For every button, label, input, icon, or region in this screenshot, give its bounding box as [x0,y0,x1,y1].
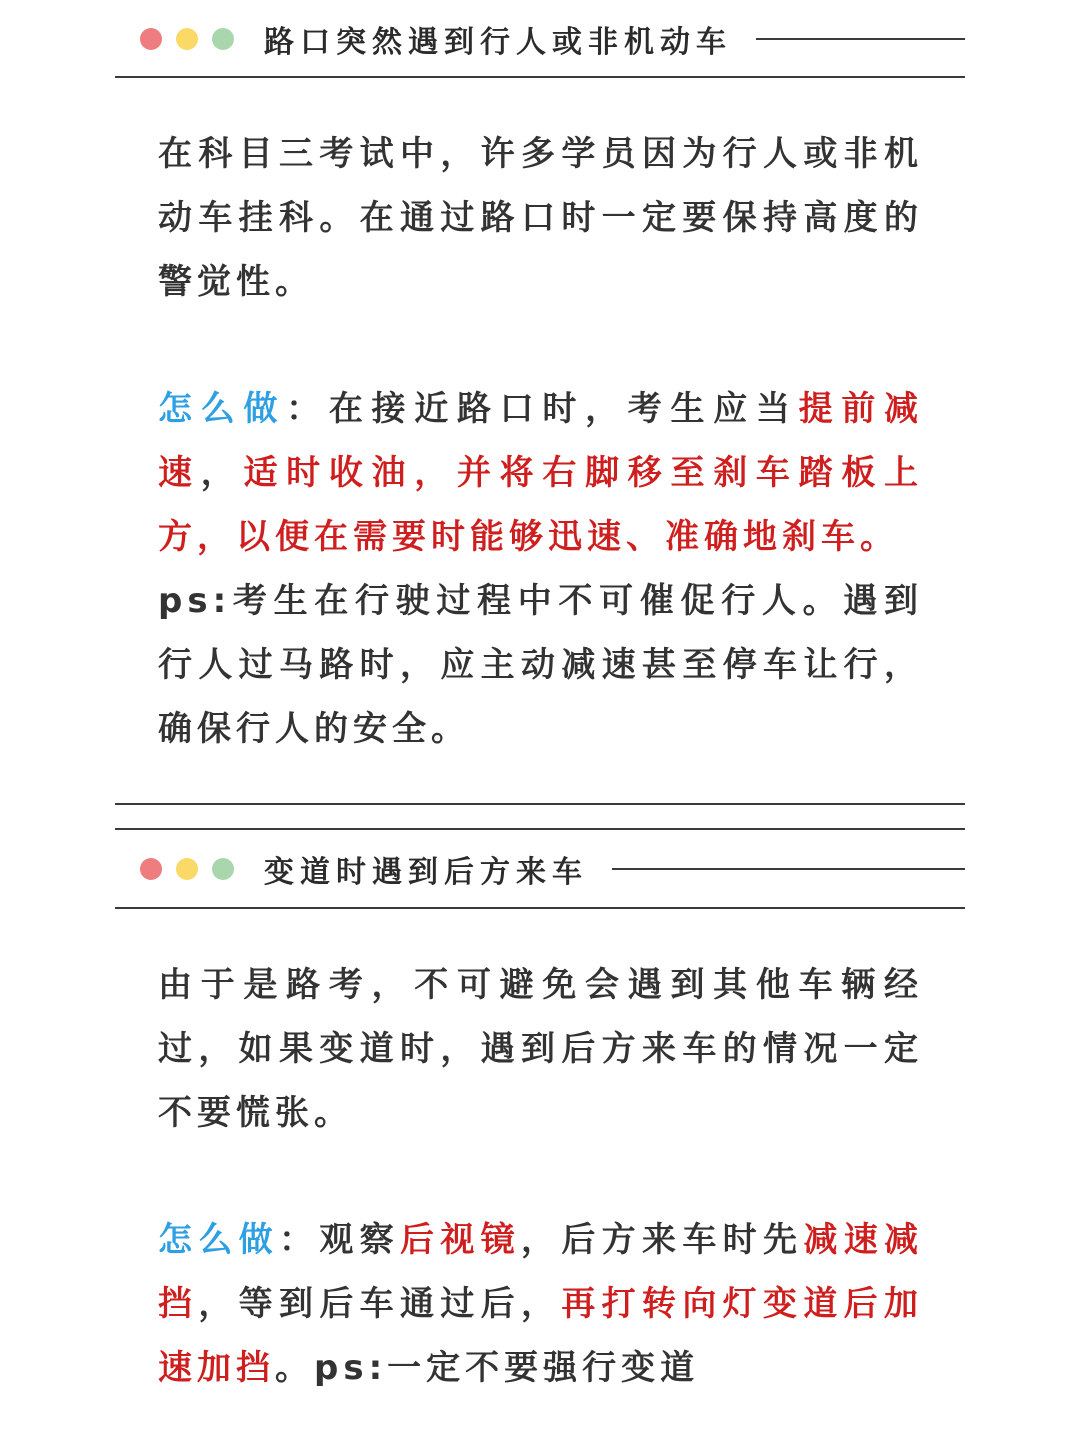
how-colon: ： [279,1220,320,1260]
section-2-intro [158,953,923,1145]
section-2-top-rule [115,828,965,830]
header-divider [612,868,965,870]
section-1-header [140,19,965,59]
intro-text: 在科目三考试中，许多学员因为行人或非机动车挂科。在通过路口时一定要保持高度的警觉性。 [158,134,923,302]
red-dot-icon [140,858,162,880]
section-2-title: 变道时遇到后方来车 [264,855,588,890]
highlight-text: 提前减速 [158,389,924,493]
how-text: ，等到后车通过后， [198,1284,562,1324]
decorative-dots [140,28,234,50]
section-2-header-rule [115,907,965,909]
highlight-text: 再打转向灯变道后加速加挡 [158,1284,924,1388]
highlight-text: 并将右脚移至刹车踏板上方，以便在需要时能够迅速、准确地刹车。 [158,453,924,557]
how-label: 怎么做 [158,1220,279,1260]
yellow-dot-icon [176,858,198,880]
how-text: 在接近路口时，考生应当 [328,389,799,429]
highlight-text: 适时收油， [243,453,457,493]
yellow-dot-icon [176,28,198,50]
highlight-text: 减速减挡 [158,1220,924,1324]
section-1-intro [158,122,923,314]
section-2-how [158,1208,923,1400]
section-2-header [140,849,965,889]
green-dot-icon [212,28,234,50]
decorative-dots [140,858,234,880]
section-1-bottom-rule [115,803,965,805]
green-dot-icon [212,858,234,880]
how-text: 观察 [319,1220,401,1260]
how-text: ， [200,453,244,493]
header-divider [756,38,965,40]
ps-text: ps:考生在行驶过程中不可催促行人。遇到行人过马路时，应主动减速甚至停车让行，确保行人的安全。 [158,581,923,749]
how-text: ，后方来车时先 [521,1220,804,1260]
how-label: 怎么做 [158,389,287,429]
how-text: 。ps:一定不要强行变道 [275,1348,700,1388]
how-colon: ： [286,389,329,429]
red-dot-icon [140,28,162,50]
section-1-header-rule [115,76,965,78]
intro-text: 由于是路考，不可避免会遇到其他车辆经过，如果变道时，遇到后方来车的情况一定不要慌张。 [158,965,923,1133]
section-1-title: 路口突然遇到行人或非机动车 [264,25,732,60]
section-1-how [158,377,923,761]
highlight-text: 后视镜 [400,1220,522,1260]
